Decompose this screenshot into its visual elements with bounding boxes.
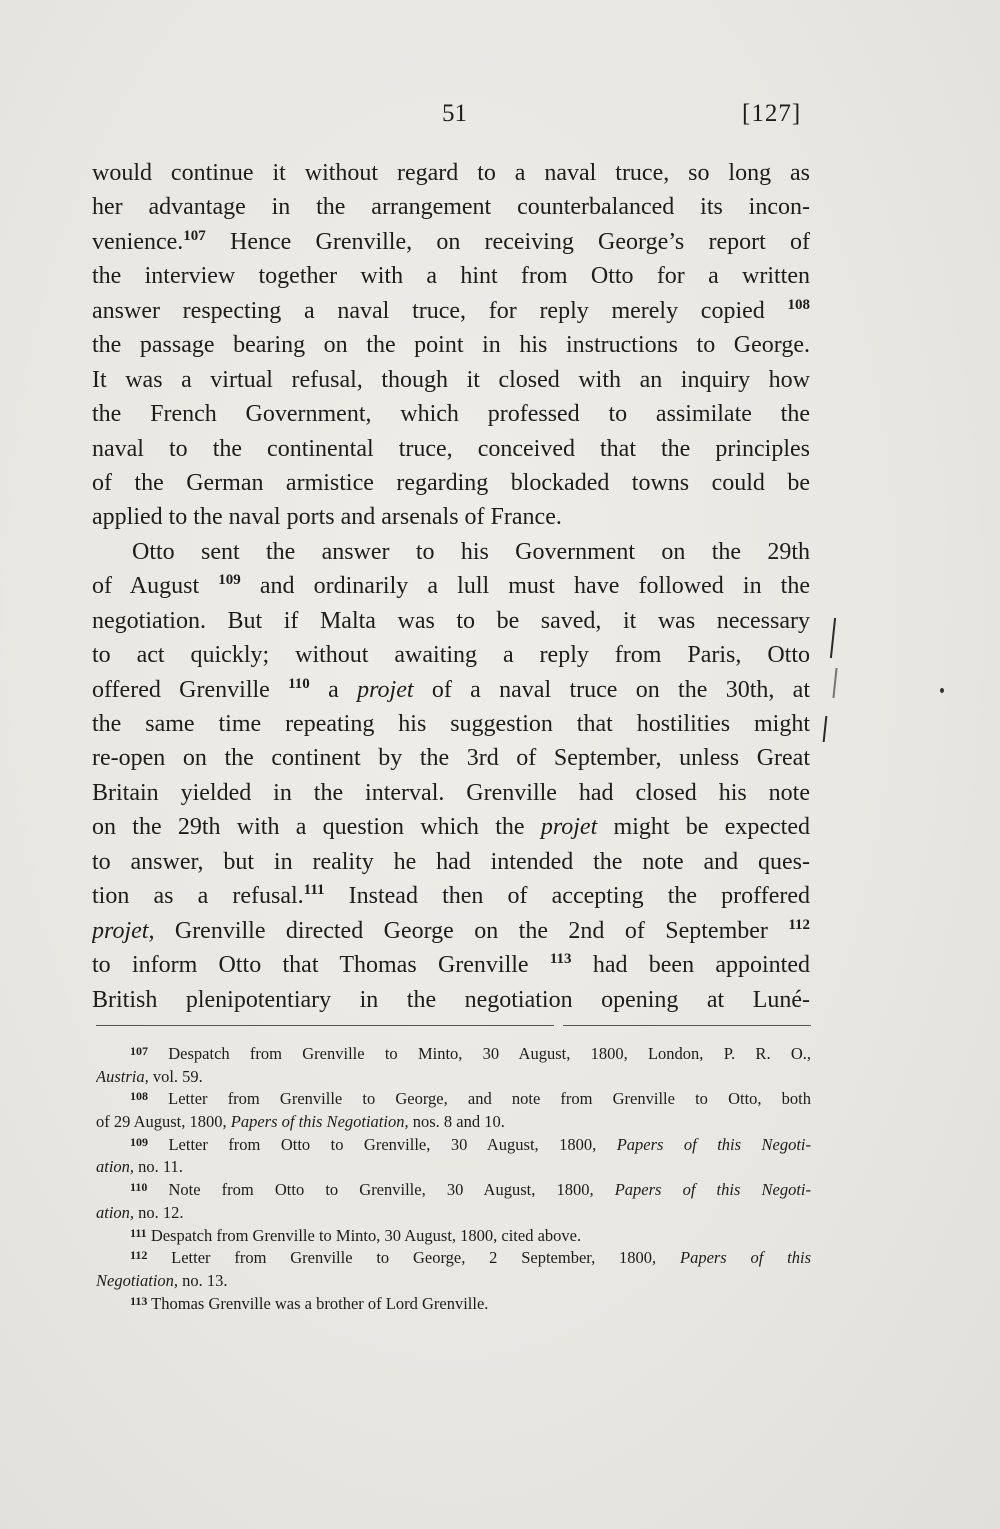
body-line: to act quickly; without awaiting a reply from Paris, Otto [92, 642, 810, 669]
footnote-108-cont: of 29 August, 1800, Papers of this Negotiation, nos. 8 and 10. [96, 1112, 505, 1132]
footnote-ref: 110 [288, 675, 310, 692]
body-line: the French Government, which professed to assimilate the [92, 401, 810, 428]
margin-pencil-mark [832, 668, 837, 698]
footnote-rule-left [96, 1025, 554, 1026]
footnote-113: $^{113}$ Thomas Grenville was a brother of Lord Grenville. [130, 1293, 489, 1313]
page-number: 51 [442, 100, 467, 127]
footnote-110: $^{110}$ Note from Otto to Grenville, 30 August, 1800, Papers of this Negoti- [130, 1180, 811, 1200]
body-line: of August $^{109}$ and ordinarily a lull must have followed in the [92, 572, 810, 600]
body-line: on the 29th with a question which the projet might be expected [92, 814, 810, 841]
margin-pencil-mark [823, 716, 828, 742]
body-line: naval to the continental truce, conceived that the principles [92, 435, 810, 462]
body-line: of the German armistice regarding blockaded towns could be [92, 469, 810, 496]
body-line: to inform Otto that Thomas Grenville $^{113}$ had been appointed [92, 951, 810, 979]
footnote-107-cont: Austria, vol. 59. [96, 1066, 203, 1086]
footnote-110-cont: ation, no. 12. [96, 1202, 184, 1222]
body-line: Britain yielded in the interval. Grenville had closed his note [92, 779, 810, 806]
margin-pencil-mark [830, 618, 836, 658]
page-header [0, 100, 1000, 140]
body-line: negotiation. But if Malta was to be saved, it was necessary [92, 607, 810, 634]
footnote-109-cont: ation, no. 11. [96, 1157, 183, 1177]
body-line: the interview together with a hint from Otto for a written [92, 263, 810, 290]
body-line: venience.$^{107}$ Hence Grenville, on receiving George’s report of [92, 227, 810, 255]
footnote-ref: 112 [788, 916, 810, 933]
body-line: would continue it without regard to a naval truce, so long as [92, 160, 810, 186]
footnote-112-cont: Negotiation, no. 13. [96, 1270, 228, 1290]
footnote-ref: 111 [303, 882, 325, 899]
original-page-number: [127] [742, 100, 802, 127]
footnote-108: $^{108}$ Letter from Grenville to George, and note from Grenville to Otto, both [130, 1089, 811, 1109]
body-line: the passage bearing on the point in his instructions to George. [92, 332, 810, 359]
footnote-ref: 113 [549, 951, 572, 968]
footnote-109: $^{109}$ Letter from Otto to Grenville, 30 August, 1800, Papers of this Negoti- [130, 1134, 811, 1154]
margin-speck [940, 688, 944, 693]
footnote-ref: 108 [787, 296, 810, 313]
body-line: It was a virtual refusal, though it closed with an inquiry how [92, 366, 810, 393]
body-line: projet, Grenville directed George on the 2nd of September $^{112}$ [92, 916, 810, 944]
footnote-ref: 109 [218, 572, 241, 589]
body-line: tion as a refusal.$^{111}$ Instead then of accepting the proffered [92, 882, 810, 910]
footnote-112: $^{112}$ Letter from Grenville to George, 2 September, 1800, Papers of this [130, 1248, 811, 1268]
footnote-107: $^{107}$ Despatch from Grenville to Minto, 30 August, 1800, London, P. R. O., [130, 1044, 811, 1063]
body-line: answer respecting a naval truce, for reply merely copied $^{108}$ [92, 296, 810, 324]
footnote-111: $^{111}$ Despatch from Grenville to Minto, 30 August, 1800, cited above. [130, 1225, 582, 1245]
body-line: the same time repeating his suggestion that hostilities might [92, 711, 810, 737]
body-line: offered Grenville $^{110}$ a projet of a naval truce on the 30th, at [92, 675, 810, 703]
body-line: British plenipotentiary in the negotiation opening at Luné- [92, 986, 810, 1013]
footnotes [96, 1043, 811, 1315]
body-line: applied to the naval ports and arsenals of France. [92, 504, 562, 531]
footnote-rule-right [563, 1025, 811, 1026]
body-line: re-open on the continent by the 3rd of September, unless Great [92, 745, 810, 772]
body-line: to answer, but in reality he had intended the note and ques- [92, 848, 810, 875]
body-line: her advantage in the arrangement counterbalanced its incon- [92, 194, 810, 221]
body-text [92, 156, 810, 1017]
body-line: Otto sent the answer to his Government on the 29th [132, 538, 810, 565]
footnote-ref: 107 [183, 227, 206, 244]
